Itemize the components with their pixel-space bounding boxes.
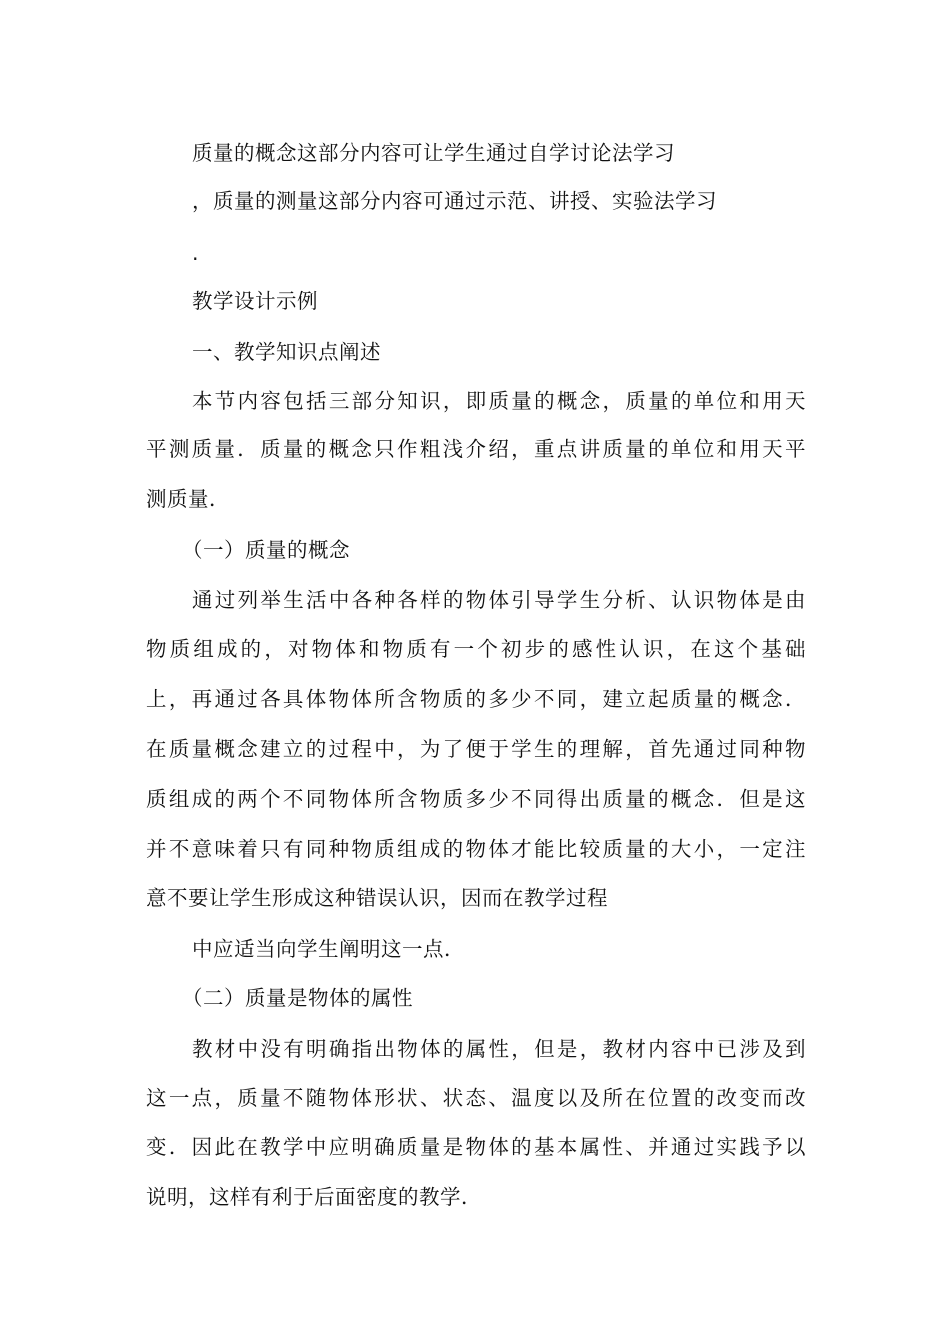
paragraph-line: 质组成的两个不同物体所含物质多少不同得出质量的概念．但是这 [146,787,806,811]
section-heading: 教学设计示例 [192,289,318,313]
paragraph-line: 物质组成的，对物体和物质有一个初步的感性认识，在这个基础 [146,637,806,661]
paragraph-line: 在质量概念建立的过程中，为了便于学生的理解，首先通过同种物 [146,737,806,761]
subsection-heading: （一）质量的概念 [182,538,350,562]
paragraph-line: 通过列举生活中各种各样的物体引导学生分析、认识物体是由 [192,588,806,612]
paragraph-line: 平测质量．质量的概念只作粗浅介绍，重点讲质量的单位和用天平 [146,437,806,461]
paragraph-line: 说明，这样有利于后面密度的教学． [146,1185,482,1209]
paragraph-line: 教材中没有明确指出物体的属性，但是，教材内容中已涉及到 [192,1037,806,1061]
paragraph-line: . [192,241,200,265]
paragraph-line: 质量的概念这部分内容可让学生通过自学讨论法学习 [192,141,675,165]
paragraph-line: 意不要让学生形成这种错误认识，因而在教学过程 [146,886,608,910]
paragraph-line: 本节内容包括三部分知识，即质量的概念，质量的单位和用天 [192,389,806,413]
paragraph-line: 并不意味着只有同种物质组成的物体才能比较质量的大小，一定注 [146,837,806,861]
paragraph-line: 这一点，质量不随物体形状、状态、温度以及所在位置的改变而改 [146,1086,806,1110]
paragraph-line: 上，再通过各具体物体所含物质的多少不同，建立起质量的概念． [146,687,806,711]
section-heading: 一、教学知识点阐述 [192,340,381,364]
paragraph-line: 变．因此在教学中应明确质量是物体的基本属性、并通过实践予以 [146,1135,806,1159]
paragraph-line: ，质量的测量这部分内容可通过示范、讲授、实验法学习 [192,189,717,213]
subsection-heading: （二）质量是物体的属性 [182,986,413,1010]
paragraph-line: 中应适当向学生阐明这一点． [192,937,465,961]
paragraph-line: 测质量． [146,487,230,511]
